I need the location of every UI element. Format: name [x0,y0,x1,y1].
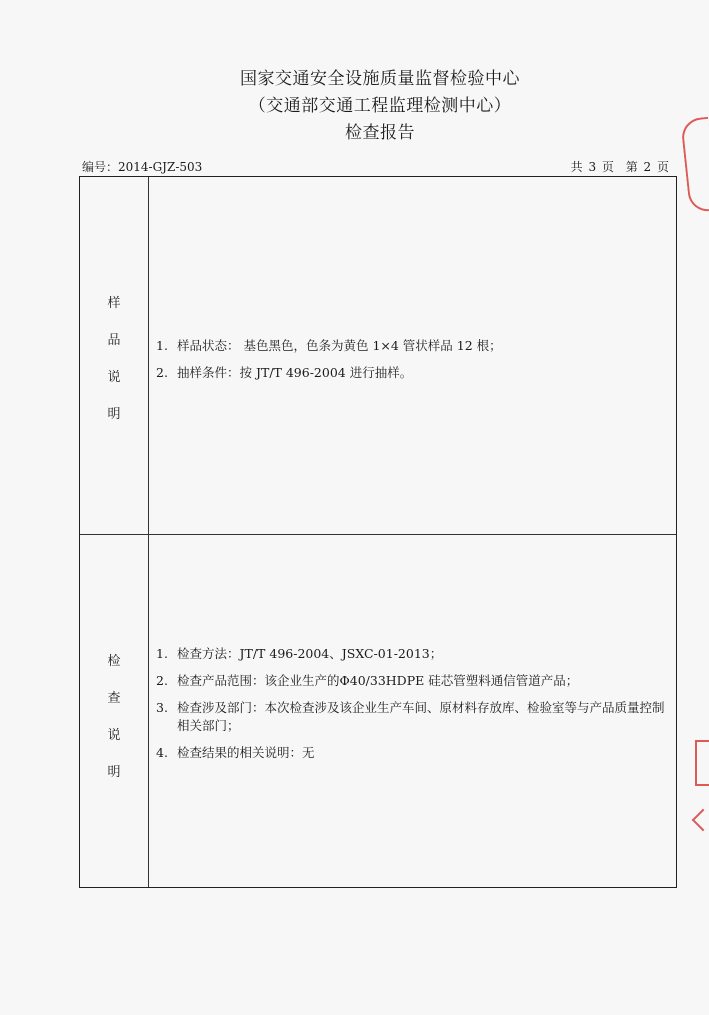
list-item [156,645,676,663]
seal-stamp-top [680,117,709,213]
item-number: 2. [156,673,168,688]
label-char: 明 [107,407,121,422]
label-char: 样 [107,296,121,311]
total-pages: 共 3 页 [570,160,614,174]
seal-stamp-bottom [693,812,709,862]
item-number: 2. [156,365,168,380]
item-number: 1. [156,646,168,661]
list-item [156,672,676,690]
page-info [565,158,669,175]
item-text: 样品状态： 基色黑色，色条为黄色 1×4 管状样品 12 根； [177,338,502,353]
label-char: 品 [107,333,121,348]
label-char: 查 [107,691,121,706]
list-item [156,699,676,735]
report-title-org: 国家交通安全设施质量监督检验中心 [240,69,520,89]
label-char: 说 [107,728,121,743]
report-title: 检查报告 [345,123,415,143]
report-title-block [0,66,709,147]
item-text: 检查结果的相关说明：无 [177,745,315,760]
page-number: 第 2 页 [625,160,669,174]
label-char: 明 [107,765,121,780]
item-text: 检查方法：JT/T 496-2004、JSXC-01-2013； [177,646,443,661]
row-divider [80,534,676,535]
inspection-section-label [80,643,148,791]
inspection-items [156,645,676,771]
item-number: 1. [156,338,168,353]
item-text: 检查涉及部门：本次检查涉及该企业生产车间、原材料存放库、检验室等与产品质量控制相关部门； [177,700,665,733]
list-item [156,744,676,762]
item-number: 4. [156,745,168,760]
report-table [79,176,677,888]
label-char: 检 [107,654,121,669]
item-text: 检查产品范围：该企业生产的Φ40/33HDPE 硅芯管塑料通信管道产品； [177,673,579,688]
column-divider [148,177,149,887]
sample-items [156,337,676,391]
label-char: 说 [107,370,121,385]
seal-stamp-middle [695,740,709,786]
list-item [156,337,676,355]
report-number: 编号：2014-GJZ-503 [82,160,203,174]
report-title-dept: （交通部交通工程监理检测中心） [248,96,512,116]
item-text: 抽样条件：按 JT/T 496-2004 进行抽样。 [177,365,413,380]
list-item [156,364,676,382]
sample-section-label [80,285,148,433]
item-number: 3. [156,700,168,715]
